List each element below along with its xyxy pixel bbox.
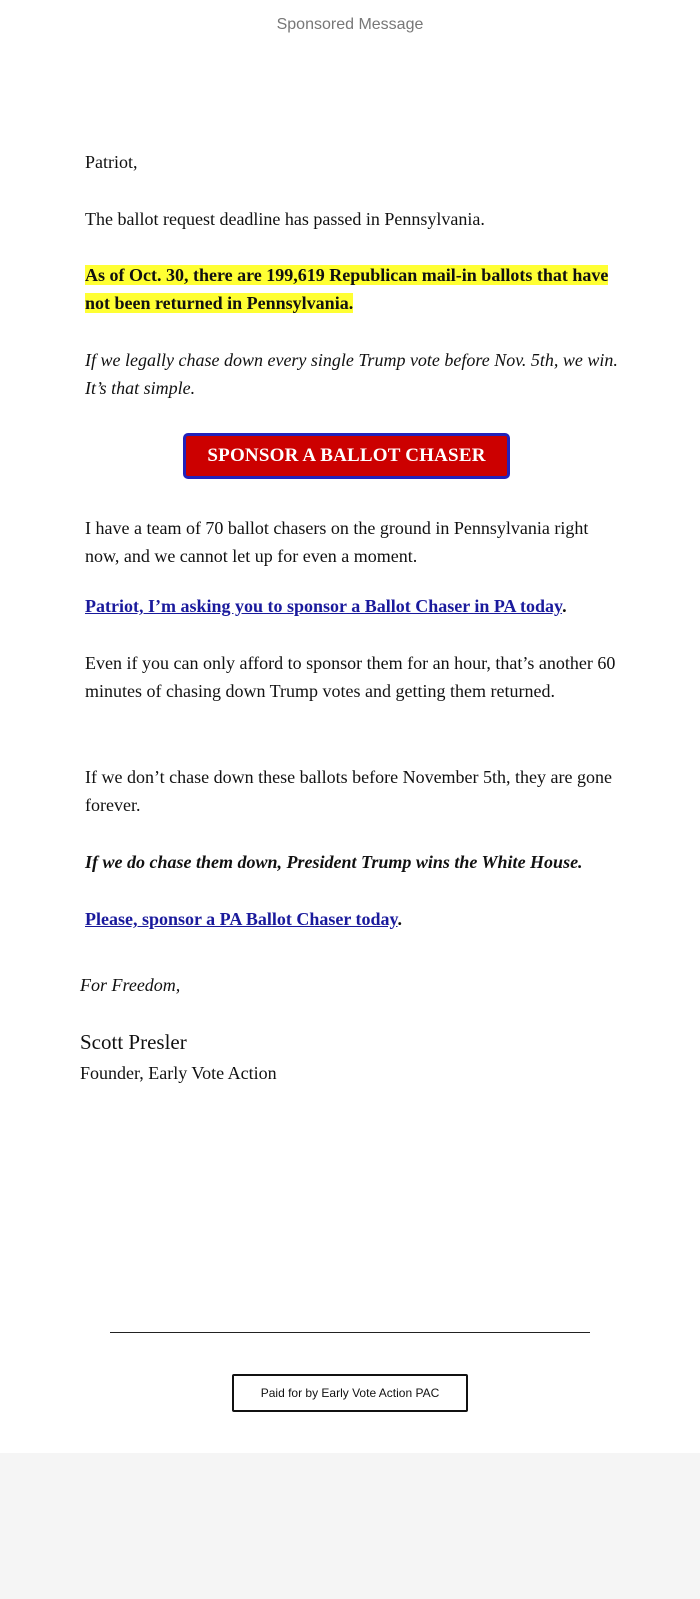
- sponsor-ballot-chaser-button[interactable]: SPONSOR A BALLOT CHASER: [183, 433, 510, 479]
- signoff: For Freedom,: [80, 975, 181, 995]
- link-2-suffix: .: [397, 909, 403, 929]
- sponsor-pa-chaser-link[interactable]: Please, sponsor a PA Ballot Chaser today: [85, 909, 398, 929]
- chase-paragraph: If we don’t chase down these ballots before November 5th, they are gone forever.: [85, 767, 612, 815]
- bold-italic-paragraph: If we do chase them down, President Trump wins the White House.: [85, 852, 583, 872]
- cta-container: [183, 433, 510, 479]
- team-paragraph: I have a team of 70 ballot chasers on the ground in Pennsylvania right now, and we cannot let up for even a moment.: [85, 518, 589, 566]
- sponsor-chaser-link[interactable]: Patriot, I’m asking you to sponsor a Ballot Chaser in PA today: [85, 596, 563, 616]
- signature-title: Founder, Early Vote Action: [80, 1063, 277, 1083]
- footer-divider: [110, 1332, 590, 1333]
- link-paragraph-2: [85, 905, 402, 933]
- italic-paragraph: If we legally chase down every single Trump vote before Nov. 5th, we win. It’s that simple.: [85, 350, 618, 398]
- link-1-suffix: .: [562, 596, 567, 616]
- highlight-paragraph: [85, 261, 620, 317]
- sponsored-label: Sponsored Message: [276, 16, 424, 33]
- deadline-paragraph: The ballot request deadline has passed in Pennsylvania.: [85, 209, 485, 229]
- signature-name: Scott Presler: [80, 1030, 187, 1054]
- highlight-text: As of Oct. 30, there are 199,619 Republican mail-in ballots that have not been returned in Pennsylvania.: [85, 265, 609, 313]
- link-paragraph-1: [85, 592, 567, 620]
- paid-for-disclaimer: Paid for by Early Vote Action PAC: [232, 1374, 468, 1412]
- greeting: Patriot,: [85, 152, 138, 172]
- hour-paragraph: Even if you can only afford to sponsor them for an hour, that’s another 60 minutes of chasing down Trump votes and getting them returned.: [85, 653, 616, 701]
